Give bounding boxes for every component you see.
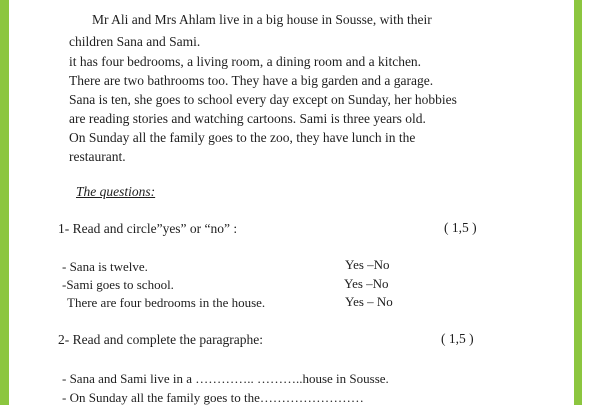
- question-2-prompt: 2- Read and complete the paragraphe:: [58, 332, 264, 347]
- question-1-prompt: 1- Read and circle”yes” or “no” :: [58, 221, 238, 236]
- passage-line-8: restaurant.: [69, 149, 126, 164]
- questions-heading: The questions:: [76, 184, 156, 199]
- q2-item-2[interactable]: - On Sunday all the family goes to the……………………: [62, 390, 364, 405]
- q1-statement-1: - Sana is twelve.: [62, 259, 148, 274]
- passage-line-5: Sana is ten, she goes to school every day except on Sunday, her hobbies: [69, 92, 457, 107]
- q1-answer-2[interactable]: Yes –No: [344, 276, 389, 291]
- passage-line-3: it has four bedrooms, a living room, a dining room and a kitchen.: [69, 54, 422, 69]
- passage-line-1: Mr Ali and Mrs Ahlam live in a big house in Sousse, with their: [92, 12, 432, 27]
- q1-statement-2: -Sami goes to school.: [62, 277, 174, 292]
- q2-item-1[interactable]: - Sana and Sami live in a ………….. ………..house in Sousse.: [62, 371, 389, 386]
- passage-line-6: are reading stories and watching cartoons. Sami is three years old.: [69, 111, 426, 126]
- right-green-border: [574, 0, 582, 405]
- left-green-border: [0, 0, 9, 405]
- passage-line-7: On Sunday all the family goes to the zoo, they have lunch in the: [69, 130, 416, 145]
- q1-answer-3[interactable]: Yes – No: [345, 294, 393, 309]
- passage-line-4: There are two bathrooms too. They have a big garden and a garage.: [69, 73, 434, 88]
- q1-answer-1[interactable]: Yes –No: [345, 257, 390, 272]
- passage-line-2: children Sana and Sami.: [69, 34, 201, 49]
- question-2-score: ( 1,5 ): [441, 331, 474, 346]
- q1-statement-3: There are four bedrooms in the house.: [67, 295, 266, 310]
- question-1-score: ( 1,5 ): [444, 220, 477, 235]
